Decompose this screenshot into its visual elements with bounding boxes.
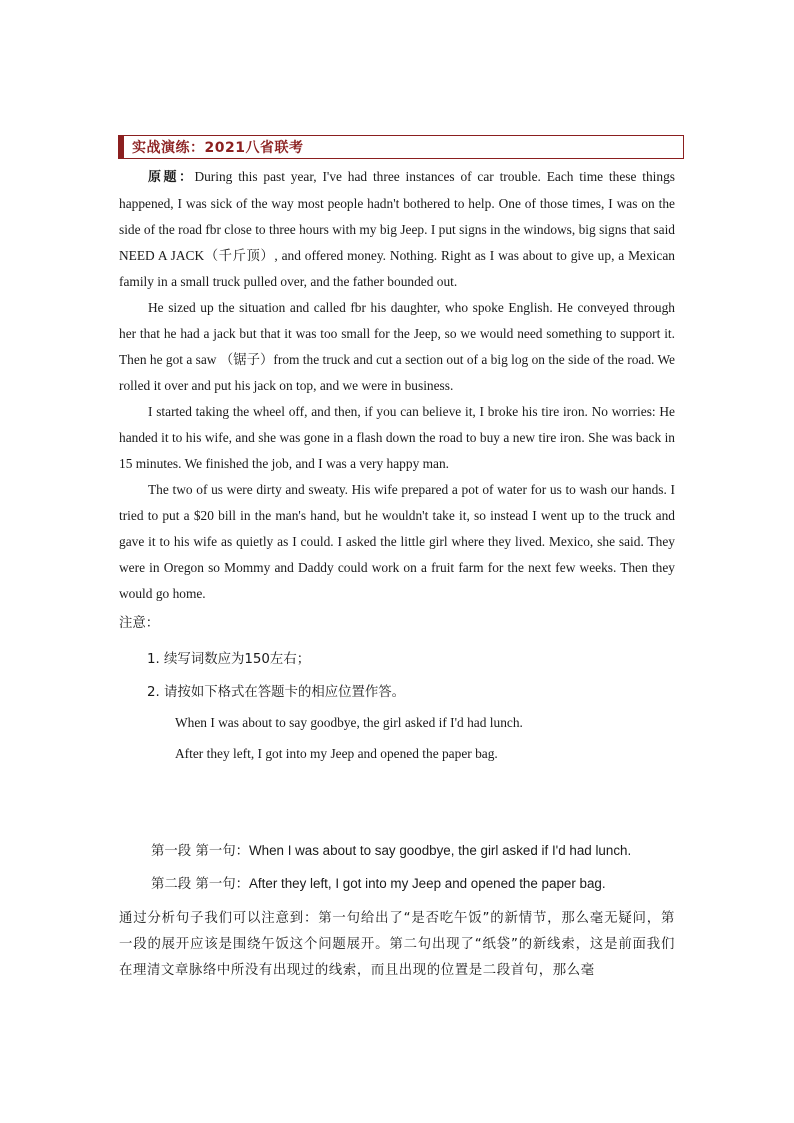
analysis-line-2-label: 第二段 第一句：: [151, 877, 249, 892]
sample-sentence-2: After they left, I got into my Jeep and opened the paper bag.: [175, 746, 498, 761]
section-title: 实战演练：2021八省联考: [132, 140, 304, 156]
analysis-line-1: [151, 840, 631, 859]
sample-sentence-1: When I was about to say goodbye, the girl asked if I'd had lunch.: [175, 715, 523, 730]
notes-label: 注意：: [119, 616, 160, 631]
note-item-1: 1. 续写词数应为150左右；: [147, 652, 311, 667]
note-item-2: 2. 请按如下格式在答题卡的相应位置作答。: [147, 685, 406, 700]
analysis-body: 通过分析句子我们可以注意到：第一句给出了“是否吃午饭”的新情节，那么毫无疑问，第一段的展开应该是围绕午饭这个问题展开。第二句出现了“纸袋”的新线索，这是前面我们在理清文章脉络中所没有出现过的线索，而且出现的位置是二段首句，那么毫: [119, 911, 675, 978]
passage-paragraph-1: 原题：During this past year, I've had three instances of car trouble. Each time these things happened, I was sick of the way most people hadn't bothered to help. One of those times, I was on the side of the road fbr close to three hours with my big Jeep. I put signs in the windows, big signs that said NEED A JACK（千斤顶）, and offered money. Nothing. Right as I was about to give up, a Mexican family in a small truck pulled over, and the father bounded out.: [119, 169, 675, 289]
banner-accent-bar: [119, 136, 124, 158]
section-banner: [118, 135, 684, 159]
passage-lead-label: 原题：: [148, 170, 195, 185]
analysis-line-1-text: When I was about to say goodbye, the girl asked if I'd had lunch.: [249, 843, 632, 858]
analysis-line-2-text: After they left, I got into my Jeep and opened the paper bag.: [249, 876, 606, 891]
passage-text: [119, 164, 675, 607]
passage-paragraph-2: He sized up the situation and called fbr his daughter, who spoke English. He conveyed through her that he had a jack but that it was too small for the Jeep, so we would need something to support it. Then he got a saw （锯子）from the truck and cut a section out of a big log on the side of the road. We rolled it over and put his jack on top, and we were in business.: [119, 300, 675, 393]
passage-paragraph-4: The two of us were dirty and sweaty. His wife prepared a pot of water for us to wash our hands. I tried to put a $20 bill in the man's hand, but he wouldn't take it, so instead I went up to the truck and gave it to his wife as quietly as I could. I asked the little girl where they lived. Mexico, she said. They were in Oregon so Mommy and Daddy could work on a fruit farm for the next few weeks. Then they would go home.: [119, 482, 675, 601]
analysis-line-1-label: 第一段 第一句：: [151, 844, 249, 859]
passage-paragraph-3: I started taking the wheel off, and then, if you can believe it, I broke his tire iron. No worries: He handed it to his wife, and she was gone in a flash down the road to buy a new tire iron. She was back in 15 minutes. We finished the job, and I was a very happy man.: [119, 404, 675, 471]
analysis-line-2: [151, 873, 606, 892]
